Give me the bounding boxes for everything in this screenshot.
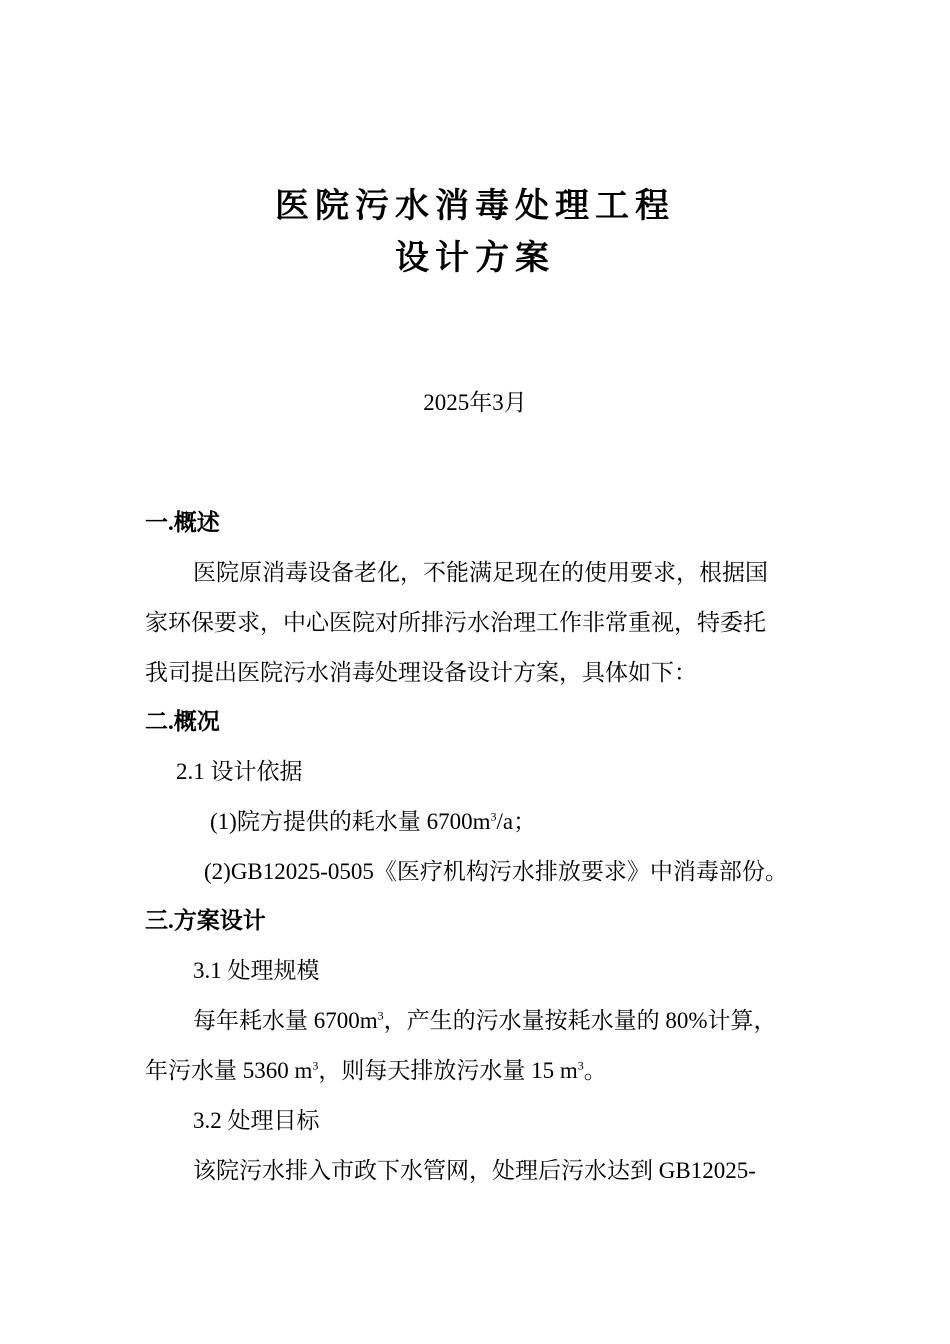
section2-item1-suffix: /a； — [496, 809, 537, 834]
document-title-line1: 医院污水消毒处理工程 — [275, 186, 675, 226]
section2-item1 — [210, 807, 536, 837]
section1-heading: 一.概述 — [145, 510, 220, 535]
section3-heading: 三.方案设计 — [145, 908, 266, 933]
section2-item1-text: (1)院方提供的耗水量 6700m — [210, 809, 491, 834]
superscript-3: 3 — [377, 1008, 384, 1023]
section3-sub1-line1-text: 每年耗水量 6700m — [193, 1008, 378, 1033]
document-title-line2: 设计方案 — [395, 238, 555, 278]
section1-paragraph-line3: 我司提出医院污水消毒处理设备设计方案，具体如下： — [145, 660, 697, 685]
section2-heading: 二.概况 — [145, 709, 220, 734]
section1-paragraph-line1: 医院原消毒设备老化，不能满足现在的使用要求，根据国 — [193, 560, 768, 585]
section3-sub2-heading: 3.2 处理目标 — [193, 1108, 320, 1133]
section3-sub1-line1-suffix: ，产生的污水量按耗水量的 80%计算， — [383, 1008, 777, 1033]
superscript-3: 3 — [312, 1058, 319, 1073]
section2-sub-heading: 2.1 设计依据 — [176, 759, 303, 784]
section3-sub1-line2-text-a: 年污水量 5360 m — [145, 1058, 313, 1083]
superscript-3: 3 — [577, 1058, 584, 1073]
section3-sub1-line2-text-c: 。 — [583, 1058, 607, 1083]
section3-sub1-line2-text-b: ，则每天排放污水量 15 m — [318, 1058, 578, 1083]
document-date: 2025年3月 — [423, 390, 527, 415]
section3-sub1-line1 — [193, 1006, 777, 1036]
section3-sub1-line2 — [145, 1056, 607, 1086]
section3-sub2-line1: 该院污水排入市政下水管网，处理后污水达到 GB12025- — [193, 1158, 756, 1183]
section3-sub1-heading: 3.1 处理规模 — [193, 958, 320, 983]
section1-paragraph-line2: 家环保要求，中心医院对所排污水治理工作非常重视，特委托 — [145, 610, 766, 635]
superscript-3: 3 — [490, 809, 497, 824]
section2-item2: (2)GB12025-0505《医疗机构污水排放要求》中消毒部份。 — [204, 859, 788, 884]
